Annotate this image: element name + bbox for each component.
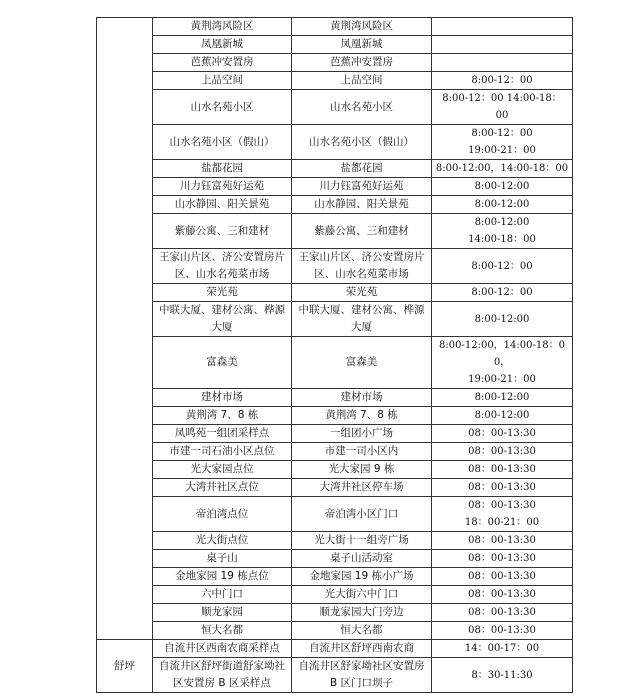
time-line: 8:00-12：00	[471, 287, 533, 298]
sampling-location-cell: 光大街十一组旁广场	[292, 532, 432, 550]
sampling-location-cell: 山水名苑小区（假山）	[292, 125, 432, 160]
sampling-location-cell: 黄荆湾风险区	[292, 18, 432, 36]
site-name-cell: 建材市场	[153, 389, 292, 407]
table-row	[97, 125, 573, 160]
site-name-cell: 桌子山	[153, 550, 292, 568]
table-row	[97, 160, 573, 178]
site-name-cell: 自流井区舒坪街道舒家坳社区安置房 B 区采样点	[153, 658, 292, 693]
table-row	[97, 586, 573, 604]
site-name-cell: 光大家园点位	[153, 461, 292, 479]
time-line: 8:00-12:00	[474, 313, 530, 325]
table-row	[97, 461, 573, 479]
sampling-location-cell: 自流井区舒家坳社区安置房 B 区门口坝子	[292, 658, 432, 693]
table-row	[97, 178, 573, 196]
sampling-time-cell	[432, 550, 573, 568]
sampling-location-cell: 盐都花园	[292, 160, 432, 178]
sampling-location-cell: 富森美	[292, 337, 432, 389]
time-line: 08：00-13:30	[468, 535, 536, 546]
table-row	[97, 337, 573, 389]
table-row	[97, 407, 573, 425]
sampling-location-cell: 自流井区舒坪西南农商	[292, 640, 432, 658]
table-row	[97, 72, 573, 90]
table-row	[97, 54, 573, 72]
sampling-time-cell	[432, 72, 573, 90]
site-name-cell: 荣光苑	[153, 284, 292, 302]
sampling-time-cell	[432, 425, 573, 443]
site-name-cell: 自流井区西南农商采样点	[153, 640, 292, 658]
sampling-time-cell	[432, 249, 573, 284]
site-name-cell: 六中门口	[153, 586, 292, 604]
site-name-cell: 山水静园、阳关景苑	[153, 196, 292, 214]
time-line: 08：00-13:30	[468, 482, 536, 493]
site-name-cell: 金地家园 19 栋点位	[153, 568, 292, 586]
time-line: 08：00-13:30	[468, 446, 536, 457]
sampling-time-cell	[432, 302, 573, 337]
sampling-time-cell	[432, 389, 573, 407]
sampling-time-cell	[432, 640, 573, 658]
site-name-cell: 紫藤公寓、三和建材	[153, 214, 292, 249]
time-line: 8:00-12：00	[471, 128, 533, 139]
table-row	[97, 443, 573, 461]
sampling-time-cell	[432, 622, 573, 640]
time-line: 08：00-13:30	[468, 553, 536, 564]
time-line: 08：00-13:30	[468, 464, 536, 475]
site-name-cell: 中联大厦、建材公寓、桦源大厦	[153, 302, 292, 337]
site-name-cell: 王家山片区、济公安置房片区、山水名苑菜市场	[153, 249, 292, 284]
sampling-time-cell	[432, 479, 573, 497]
sampling-location-cell: 山水静园、阳关景苑	[292, 196, 432, 214]
time-line: 14:00-18：00	[468, 234, 536, 245]
time-line: 19:00-21：00	[468, 145, 536, 156]
site-name-cell: 凤鸣苑一组团采样点	[153, 425, 292, 443]
table-row	[97, 302, 573, 337]
sampling-time-cell	[432, 18, 573, 36]
sampling-time-cell	[432, 196, 573, 214]
site-name-cell: 上品空间	[153, 72, 292, 90]
sampling-time-cell	[432, 407, 573, 425]
sampling-location-cell: 黄荆湾 7、8 栋	[292, 407, 432, 425]
sampling-time-cell	[432, 443, 573, 461]
sampling-location-cell: 光大街六中门口	[292, 586, 432, 604]
site-name-cell: 山水名苑小区（假山）	[153, 125, 292, 160]
table-row	[97, 497, 573, 532]
sampling-time-cell	[432, 160, 573, 178]
sampling-location-cell: 一组团小广场	[292, 425, 432, 443]
table-row	[97, 36, 573, 54]
site-name-cell: 恒大名都	[153, 622, 292, 640]
sampling-location-cell: 紫藤公寓、三和建材	[292, 214, 432, 249]
time-line: 8:00-12:00	[474, 199, 530, 210]
sampling-time-cell	[432, 532, 573, 550]
table-row	[97, 550, 573, 568]
time-line: 8：30-11:30	[471, 669, 533, 681]
site-name-cell: 盐都花园	[153, 160, 292, 178]
time-line: 8:00-12:00	[474, 392, 530, 403]
time-line: 08：00-13:30	[468, 625, 536, 636]
sampling-location-cell: 光大家园 9 栋	[292, 461, 432, 479]
site-name-cell: 川力钰富苑好运苑	[153, 178, 292, 196]
time-line: 08：00-13:30	[468, 571, 536, 582]
sampling-location-cell: 顺龙家园大门旁边	[292, 604, 432, 622]
table-row	[97, 425, 573, 443]
table-row	[97, 196, 573, 214]
table-row	[97, 18, 573, 36]
sampling-location-cell: 凤凰新城	[292, 36, 432, 54]
site-name-cell: 大湾井社区点位	[153, 479, 292, 497]
sampling-time-cell	[432, 54, 573, 72]
sampling-location-cell: 川力钰富苑好运苑	[292, 178, 432, 196]
time-line: 18：00-21：00	[464, 517, 540, 528]
table-row	[97, 284, 573, 302]
site-name-cell: 山水名苑小区	[153, 90, 292, 125]
sampling-time-cell	[432, 36, 573, 54]
time-line: 8:00-12:00，14:00-18：00	[435, 163, 569, 174]
site-name-cell: 凤凰新城	[153, 36, 292, 54]
table-row	[97, 214, 573, 249]
table-row	[97, 389, 573, 407]
time-line: 8:00-12:00	[474, 181, 530, 192]
time-line: 08：00-13:30	[468, 607, 536, 618]
time-line: 08：00-13:30	[468, 500, 536, 511]
sampling-time-cell	[432, 214, 573, 249]
site-name-cell: 帝泊湾点位	[153, 497, 292, 532]
sampling-location-cell: 中联大厦、建材公寓、桦源大厦	[292, 302, 432, 337]
sampling-time-cell	[432, 604, 573, 622]
site-name-cell: 市建一司石油小区点位	[153, 443, 292, 461]
sampling-time-cell	[432, 497, 573, 532]
table-body	[97, 18, 573, 693]
site-name-cell: 顺龙家园	[153, 604, 292, 622]
table-row	[97, 90, 573, 125]
sampling-location-cell: 上品空间	[292, 72, 432, 90]
sampling-location-cell: 建材市场	[292, 389, 432, 407]
time-line: 8:00-12：00	[471, 260, 533, 272]
time-line: 8:00-12:00	[474, 217, 530, 228]
time-line: 8:00-12：00	[471, 75, 533, 86]
time-line: 8:00-12:00，14:00-18：00，	[439, 340, 565, 368]
sampling-location-cell: 金地家园 19 栋小广场	[292, 568, 432, 586]
table-row	[97, 640, 573, 658]
time-line: 14：00-17：00	[464, 643, 540, 654]
site-name-cell: 黄荆湾风险区	[153, 18, 292, 36]
sampling-time-cell	[432, 284, 573, 302]
table-row	[97, 532, 573, 550]
table-row	[97, 249, 573, 284]
site-name-cell: 富森美	[153, 337, 292, 389]
district-cell	[97, 18, 153, 640]
sampling-time-cell	[432, 90, 573, 125]
sampling-location-cell: 荣光苑	[292, 284, 432, 302]
time-line: 8:00-12:00	[474, 410, 530, 421]
sampling-time-cell	[432, 568, 573, 586]
table-row	[97, 479, 573, 497]
sampling-time-cell	[432, 125, 573, 160]
time-line: 08：00-13:30	[468, 428, 536, 439]
time-line: 08：00-13:30	[468, 589, 536, 600]
district-cell: 舒坪	[97, 640, 153, 693]
site-name-cell: 黄荆湾 7、8 栋	[153, 407, 292, 425]
sampling-location-cell: 恒大名都	[292, 622, 432, 640]
sampling-time-cell	[432, 178, 573, 196]
site-name-cell: 光大街点位	[153, 532, 292, 550]
table-row	[97, 604, 573, 622]
sampling-time-cell	[432, 658, 573, 693]
sampling-location-cell: 山水名苑小区	[292, 90, 432, 125]
sampling-location-cell: 市建一司小区内	[292, 443, 432, 461]
site-name-cell: 芭蕉冲安置房	[153, 54, 292, 72]
sampling-time-cell	[432, 586, 573, 604]
table-row	[97, 658, 573, 693]
sampling-location-cell: 帝泊湾小区门口	[292, 497, 432, 532]
time-line: 19:00-21：00	[468, 374, 536, 385]
time-line: 8:00-12：00 14:00-18：	[442, 93, 562, 104]
sampling-location-cell: 王家山片区、济公安置房片区、山水名苑菜市场	[292, 249, 432, 284]
sampling-location-cell: 桌子山活动室	[292, 550, 432, 568]
table-row	[97, 622, 573, 640]
sampling-location-cell: 芭蕉冲安置房	[292, 54, 432, 72]
time-line: 00	[495, 110, 509, 121]
sampling-time-cell	[432, 461, 573, 479]
table-row	[97, 568, 573, 586]
sampling-sites-table	[96, 17, 573, 693]
sampling-location-cell: 大湾井社区停车场	[292, 479, 432, 497]
sampling-time-cell	[432, 337, 573, 389]
